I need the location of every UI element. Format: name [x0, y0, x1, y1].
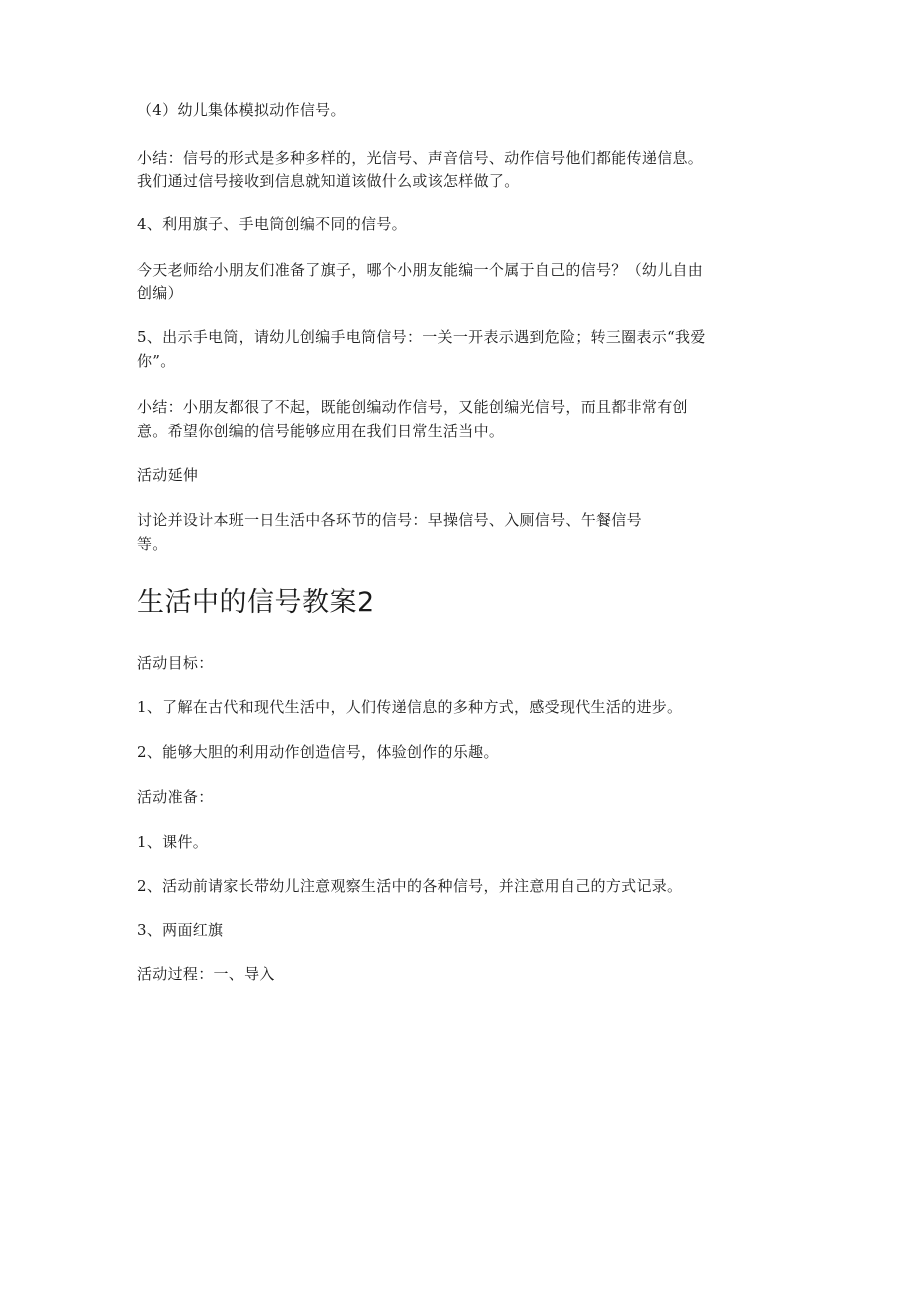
goals-title: 活动目标：: [137, 654, 214, 672]
section-2-title: 生活中的信号教案2: [137, 587, 375, 618]
summary-1-line-1: 小结：信号的形式是多种多样的，光信号、声音信号、动作信号他们都能传递信息。: [137, 149, 704, 167]
prep-3-text: 3、两面红旗: [137, 921, 224, 939]
summary-2-line-1: 小结：小朋友都很了不起，既能创编动作信号，又能创编光信号，而且都非常有创: [137, 398, 688, 416]
summary-2-line-2: 意。希望你创编的信号能够应用在我们日常生活当中。: [137, 422, 505, 440]
prep-title: 活动准备：: [137, 788, 214, 806]
flags-paragraph-line-1: 今天老师给小朋友们准备了旗子，哪个小朋友能编一个属于自己的信号？（幼儿自由: [137, 261, 704, 279]
step-4-text: 4、利用旗子、手电筒创编不同的信号。: [137, 215, 407, 233]
goal-1-text: 1、了解在古代和现代生活中，人们传递信息的多种方式，感受现代生活的进步。: [137, 698, 683, 716]
extension-line-2: 等。: [137, 535, 168, 553]
extension-title: 活动延伸: [137, 466, 199, 484]
step-5-line-2: 你”。: [137, 352, 176, 370]
prep-1-text: 1、课件。: [137, 833, 209, 851]
summary-1-line-2: 我们通过信号接收到信息就知道该做什么或该怎样做了。: [137, 172, 520, 190]
extension-line-1: 讨论并设计本班一日生活中各环节的信号：早操信号、入厕信号、午餐信号: [137, 511, 642, 529]
prep-2-text: 2、活动前请家长带幼儿注意观察生活中的各种信号，并注意用自己的方式记录。: [137, 877, 683, 895]
process-text: 活动过程：一、导入: [137, 965, 275, 983]
item-4-text: （4）幼儿集体模拟动作信号。: [137, 101, 346, 119]
flags-paragraph-line-2: 创编）: [137, 284, 183, 302]
step-5-line-1: 5、出示手电筒，请幼儿创编手电筒信号：一关一开表示遇到危险；转三圈表示“我爱: [137, 328, 706, 346]
goal-2-text: 2、能够大胆的利用动作创造信号，体验创作的乐趣。: [137, 743, 499, 761]
